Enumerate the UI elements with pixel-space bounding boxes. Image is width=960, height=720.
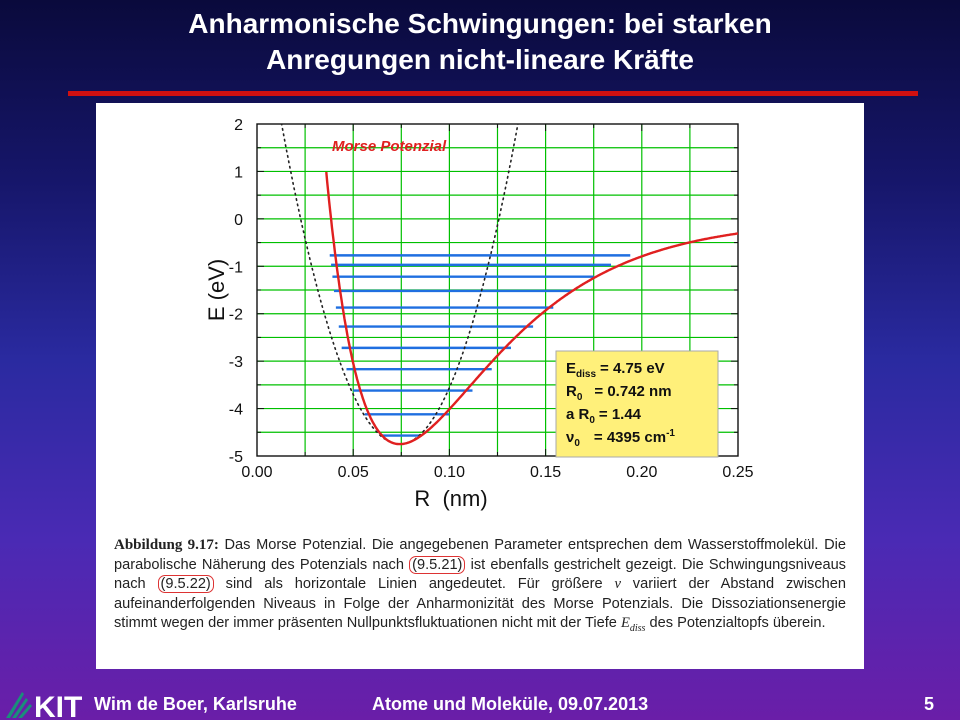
x-tick-label: 0.05 bbox=[337, 464, 369, 481]
y-tick-label: 2 bbox=[234, 117, 243, 134]
caption-lead: Abbildung 9.17: bbox=[114, 537, 219, 553]
footer-title: Atome und Moleküle, 09.07.2013 bbox=[372, 694, 649, 714]
kit-logo bbox=[4, 686, 84, 720]
y-tick-label: 1 bbox=[234, 164, 243, 182]
y-tick-label: -1 bbox=[228, 259, 243, 277]
y-tick-labels bbox=[229, 117, 243, 466]
param-ar0: a $R_0 = 1.44$ bbox=[566, 406, 642, 426]
figure-panel bbox=[96, 103, 864, 669]
y-tick-label: -4 bbox=[228, 401, 243, 419]
y-tick-label: -5 bbox=[228, 449, 243, 466]
param-r0: $R_0 = 0.742$ nm bbox=[566, 383, 672, 403]
x-axis-label: R (nm) bbox=[414, 486, 488, 511]
caption-text-5: des Potenzialtopfs überein. bbox=[645, 615, 826, 632]
caption-ediss-symbol: E bbox=[620, 615, 630, 632]
slide-title-line2: Anregungen nicht-lineare Kräfte bbox=[266, 44, 694, 75]
caption-text-2: ist ebenfalls gestrichelt gezeigt. Die Schwingungsniveaus nach bbox=[114, 556, 846, 593]
param-ediss: $E_{diss} = 4.75$ eV bbox=[566, 360, 665, 380]
kit-logo-text: KIT bbox=[34, 691, 83, 720]
x-tick-label: 0.20 bbox=[626, 464, 658, 481]
x-tick-label: 0.00 bbox=[241, 464, 273, 481]
slide-title-line1: Anharmonische Schwingungen: bei starken bbox=[188, 8, 772, 39]
caption-ref-9-5-22[interactable]: (9.5.22) bbox=[158, 575, 214, 593]
param-nu0: $\nu_0 = 4395$ $cm^{-1}$ bbox=[566, 428, 675, 449]
y-tick-label: -2 bbox=[228, 306, 243, 324]
x-tick-label: 0.25 bbox=[722, 464, 754, 481]
caption-text-1: Das Morse Potenzial. Die angegebenen Parameter entsprechen dem Wasserstoffmolekül. Die parabolische Näherung des Potenzials nach bbox=[114, 537, 846, 573]
page-number: 5 bbox=[924, 694, 935, 714]
x-tick-label: 0.15 bbox=[530, 464, 562, 481]
y-tick-label: 0 bbox=[234, 211, 243, 229]
morse-chart bbox=[96, 103, 864, 533]
caption-text-4: variiert der Abstand zwischen aufeinanderfolgenden Niveaus in Folge der Anharmonizität des Morse Potenzials. Die Dissoziationsenergie stimmt wegen der immer präsenten Nullpunktsfluktuationen nicht mit der Tiefe bbox=[114, 576, 847, 632]
curve-label: Morse Potenzial bbox=[332, 138, 447, 155]
caption-text-3: sind als horizontale Linien angedeutet. Für größere bbox=[213, 576, 615, 593]
caption-ediss-sub: diss bbox=[629, 623, 646, 635]
title-underline bbox=[68, 91, 918, 96]
slide-title bbox=[0, 6, 960, 78]
footer-author: Wim de Boer, Karlsruhe bbox=[94, 694, 297, 714]
figure-caption bbox=[114, 536, 846, 639]
y-tick-label: -3 bbox=[228, 354, 243, 372]
caption-nu-symbol: ν bbox=[614, 576, 621, 593]
caption-ref-9-5-21[interactable]: (9.5.21) bbox=[409, 556, 465, 574]
parameter-box bbox=[556, 351, 718, 457]
y-axis-label: E (eV) bbox=[204, 258, 229, 322]
x-tick-labels bbox=[241, 464, 753, 481]
x-tick-label: 0.10 bbox=[433, 464, 465, 481]
